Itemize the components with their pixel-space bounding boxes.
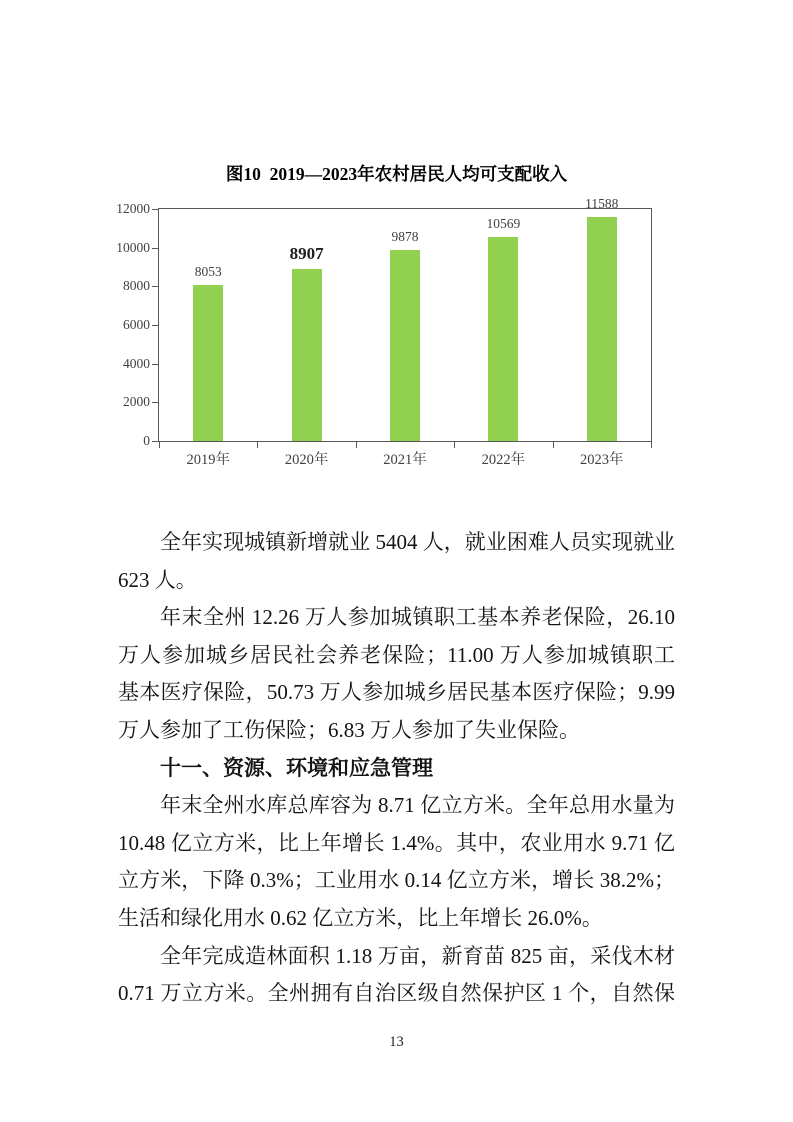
chart-plot-area bbox=[116, 196, 652, 468]
y-axis-tick bbox=[152, 248, 159, 249]
text-line: 立方米，下降 0.3%；工业用水 0.14 亿立方米，增长 38.2%； bbox=[118, 868, 675, 893]
chart-title: 图10 2019—2023年农村居民人均可支配收入 bbox=[225, 164, 568, 184]
x-axis-tick bbox=[651, 441, 652, 448]
bar-value-label: 11588 bbox=[585, 196, 619, 211]
text-line: 年末全州水库总库容为 8.71 亿立方米。全年总用水量为 bbox=[160, 793, 675, 818]
y-axis-tick-label: 2000 bbox=[123, 394, 150, 410]
bar-value-label: 8907 bbox=[289, 244, 324, 263]
x-axis-tick bbox=[257, 441, 258, 448]
bar-2020年 bbox=[292, 269, 322, 441]
bar-value-label: 10569 bbox=[486, 216, 521, 231]
x-axis-tick-label: 2021年 bbox=[383, 452, 427, 468]
text-line: 0.71 万立方米。全州拥有自治区级自然保护区 1 个，自然保 bbox=[118, 981, 675, 1006]
text-line: 全年实现城镇新增就业 5404 人，就业困难人员实现就业 bbox=[160, 530, 675, 554]
y-axis-tick bbox=[152, 364, 159, 365]
bar-value-label: 9878 bbox=[391, 229, 419, 244]
bar-value-label: 8053 bbox=[194, 264, 222, 279]
paragraph-forestry bbox=[118, 938, 675, 1013]
text-line: 生活和绿化用水 0.62 亿立方米，比上年增长 26.0%。 bbox=[118, 905, 603, 930]
y-axis-tick-label: 4000 bbox=[123, 355, 150, 371]
paragraph-insurance bbox=[118, 599, 675, 749]
y-axis-tick-label: 10000 bbox=[116, 239, 150, 255]
bar-2023年 bbox=[587, 217, 617, 441]
x-axis-tick bbox=[553, 441, 554, 448]
x-axis-tick-label: 2020年 bbox=[284, 452, 329, 468]
text-line: 万人参加了工伤保险；6.83 万人参加了失业保险。 bbox=[118, 717, 580, 742]
bar-2022年 bbox=[488, 237, 518, 441]
x-axis-tick-label: 2022年 bbox=[481, 452, 526, 468]
y-axis-tick bbox=[152, 286, 159, 287]
x-axis-tick bbox=[159, 441, 160, 448]
bar-2019年 bbox=[193, 285, 223, 441]
y-axis-tick bbox=[152, 209, 159, 210]
y-axis-tick-label: 0 bbox=[143, 433, 150, 448]
y-axis-tick bbox=[152, 441, 159, 442]
y-axis-tick bbox=[152, 402, 159, 403]
page-number: 13 bbox=[389, 1034, 404, 1050]
x-axis-tick bbox=[454, 441, 455, 448]
text-line: 年末全州 12.26 万人参加城镇职工基本养老保险，26.10 bbox=[160, 605, 675, 630]
y-axis-tick bbox=[152, 325, 159, 326]
section-heading: 十一、资源、环境和应急管理 bbox=[160, 756, 433, 780]
y-axis-tick-label: 12000 bbox=[116, 201, 150, 216]
text-line: 基本医疗保险，50.73 万人参加城乡居民基本医疗保险；9.99 bbox=[118, 680, 675, 705]
text-line: 10.48 亿立方米，比上年增长 1.4%。其中，农业用水 9.71 亿 bbox=[118, 830, 675, 855]
paragraph-water bbox=[118, 787, 675, 937]
x-axis-tick-label: 2023年 bbox=[580, 452, 624, 468]
text-line: 623 人。 bbox=[118, 567, 197, 592]
y-axis-tick-label: 8000 bbox=[123, 278, 150, 294]
text-line: 全年完成造林面积 1.18 万亩，新育苗 825 亩，采伐木材 bbox=[160, 943, 675, 968]
body-text bbox=[118, 524, 675, 1013]
bar-2021年 bbox=[390, 250, 420, 441]
x-axis-tick-label: 2019年 bbox=[186, 452, 230, 468]
x-axis-tick bbox=[356, 441, 357, 448]
text-line: 万人参加城乡居民社会养老保险；11.00 万人参加城镇职工 bbox=[118, 642, 675, 667]
paragraph-employment bbox=[118, 524, 675, 599]
y-axis-tick-label: 6000 bbox=[123, 317, 150, 332]
